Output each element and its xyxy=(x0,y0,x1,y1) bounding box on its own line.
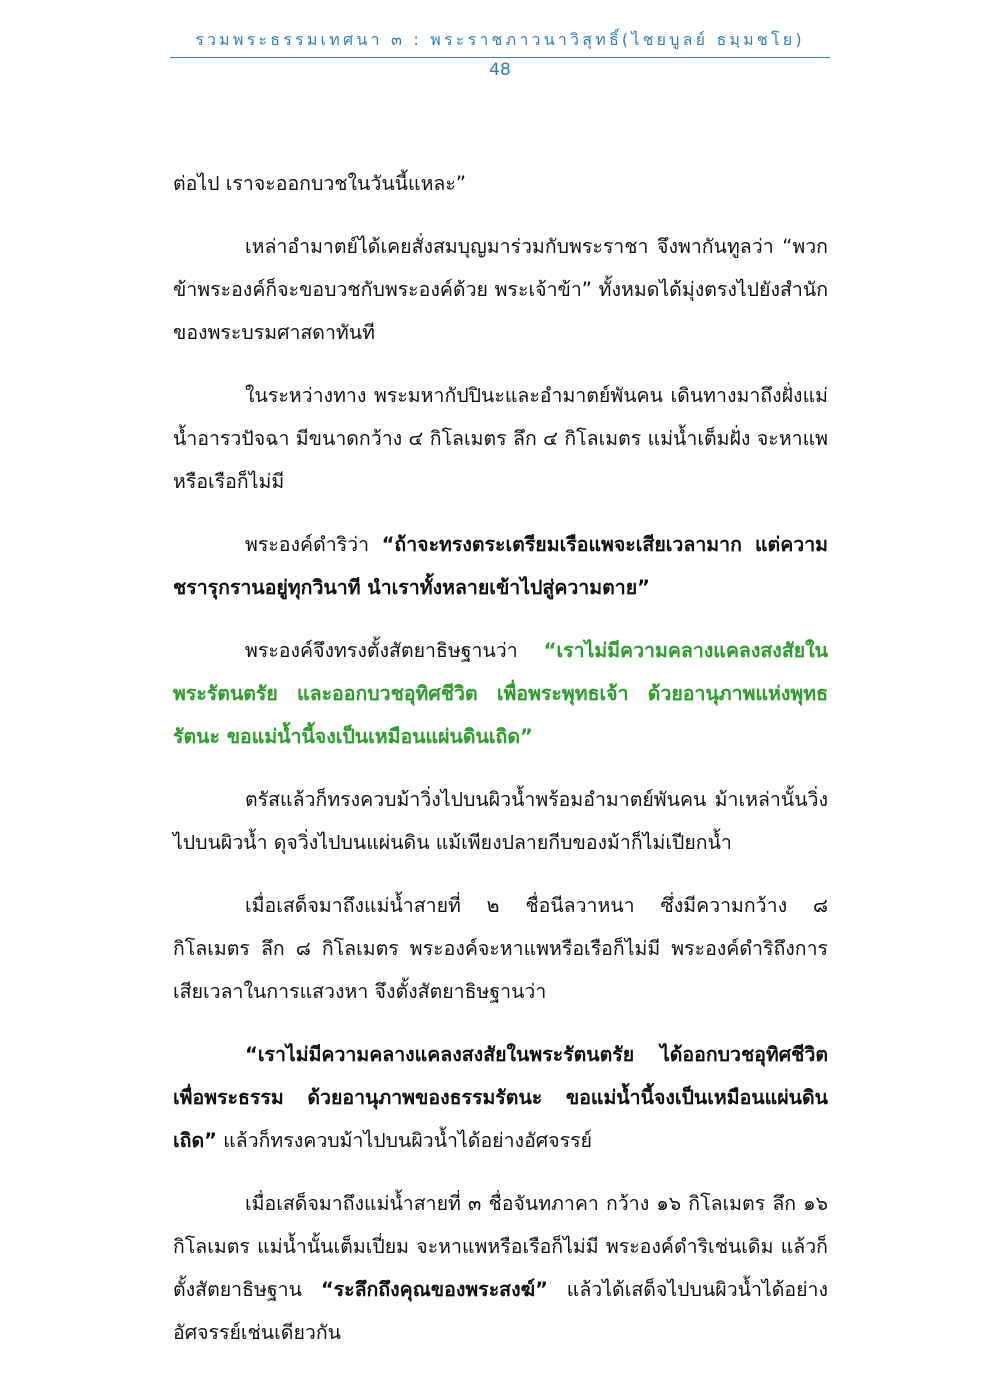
paragraph-9: เมื่อเสด็จมาถึงแม่น้ำสายที่ ๓ ชื่อจันทภาคา กว้าง ๑๖ กิโลเมตร ลึก ๑๖ กิโลเมตร แม่น้ำนั้นเต็มเปี่ยม จะหาแพหรือเรือก็ไม่มี พระองค์ดำริเช่นเดิม แล้วก็ตั้งสัตยาธิษฐาน “ระลึกถึงคุณของพระสงฆ์” แล้วได้เสด็จไปบนผิวน้ำได้อย่างอัศจรรย์เช่นเดียวกัน xyxy=(173,1192,829,1344)
quote-bold: “ระลึกถึงคุณของพระสงฆ์” xyxy=(320,1278,548,1301)
quote-bold: “ถ้าจะทรงตระเตรียมเรือแพจะเสียเวลามาก แต่ความชรารุกรานอยู่ทุกวินาที นำเราทั้งหลายเข้าไปสู่ความตาย” xyxy=(173,533,829,599)
paragraph-2: เหล่าอำมาตย์ได้เคยสั่งสมบุญมาร่วมกับพระราชา จึงพากันทูลว่า “พวกข้าพระองค์ก็จะขอบวชกับพระองค์ด้วย พระเจ้าข้า” ทั้งหมดได้มุ่งตรงไปยังสำนักของพระบรมศาสดาทันที xyxy=(173,235,828,344)
page-number: 48 xyxy=(489,60,511,80)
paragraph-6: ตรัสแล้วก็ทรงควบม้าวิ่งไปบนผิวน้ำพร้อมอำมาตย์พันคน ม้าเหล่านั้นวิ่งไปบนผิวน้ำ ดุจวิ่งไปบนแผ่นดิน แม้เพียงปลายกีบของม้าก็ไม่เปียกน้ำ xyxy=(173,788,828,854)
paragraph-8: “เราไม่มีความคลางแคลงสงสัยในพระรัตนตรัย ได้ออกบวชอุทิศชีวิตเพื่อพระธรรม ด้วยอานุภาพของธรรมรัตนะ ขอแม่น้ำนี้จงเป็นเหมือนแผ่นดินเถิด” แล้วก็ทรงควบม้าไปบนผิวน้ำได้อย่างอัศจรรย์ xyxy=(173,1043,828,1152)
paragraph-4: พระองค์ดำริว่า “ถ้าจะทรงตระเตรียมเรือแพจะเสียเวลามาก แต่ความชรารุกรานอยู่ทุกวินาที นำเราทั้งหลายเข้าไปสู่ความตาย” xyxy=(173,533,829,599)
quote-green: “เราไม่มีความคลางแคลงสงสัยในพระรัตนตรัย และออกบวชอุทิศชีวิต เพื่อพระพุทธเจ้า ด้วยอานุภาพแห่งพุทธรัตนะ ขอแม่น้ำนี้จงเป็นเหมือนแผ่นดินเถิด” xyxy=(173,639,828,748)
body-text xyxy=(173,162,828,1374)
paragraph-1: ต่อไป เราจะออกบวชในวันนี้แหละ” xyxy=(173,172,466,195)
running-header: รวมพระธรรมเทศนา ๓ : พระราชภาวนาวิสุทธิ์(ไชยบูลย์ ธมฺมชโย) xyxy=(170,28,830,58)
paragraph-7: เมื่อเสด็จมาถึงแม่น้ำสายที่ ๒ ชื่อนีลวาหนา ซึ่งมีความกว้าง ๘ กิโลเมตร ลึก ๘ กิโลเมตร พระองค์จะหาแพหรือเรือก็ไม่มี พระองค์ดำริถึงการเสียเวลาในการแสวงหา จึงตั้งสัตยาธิษฐานว่า xyxy=(173,894,828,1003)
quote-bold: “เราไม่มีความคลางแคลงสงสัยในพระรัตนตรัย ได้ออกบวชอุทิศชีวิตเพื่อพระธรรม ด้วยอานุภาพของธรรมรัตนะ ขอแม่น้ำนี้จงเป็นเหมือนแผ่นดินเถิด” xyxy=(173,1043,828,1152)
paragraph-5: พระองค์จึงทรงตั้งสัตยาธิษฐานว่า “เราไม่มีความคลางแคลงสงสัยในพระรัตนตรัย และออกบวชอุทิศชีวิต เพื่อพระพุทธเจ้า ด้วยอานุภาพแห่งพุทธรัตนะ ขอแม่น้ำนี้จงเป็นเหมือนแผ่นดินเถิด” xyxy=(173,639,828,748)
paragraph-3: ในระหว่างทาง พระมหากัปปินะและอำมาตย์พันคน เดินทางมาถึงฝั่งแม่น้ำอารวปัจฉา มีขนาดกว้าง ๔ กิโลเมตร ลึก ๔ กิโลเมตร แม่น้ำเต็มฝั่ง จะหาแพหรือเรือก็ไม่มี xyxy=(173,384,828,493)
